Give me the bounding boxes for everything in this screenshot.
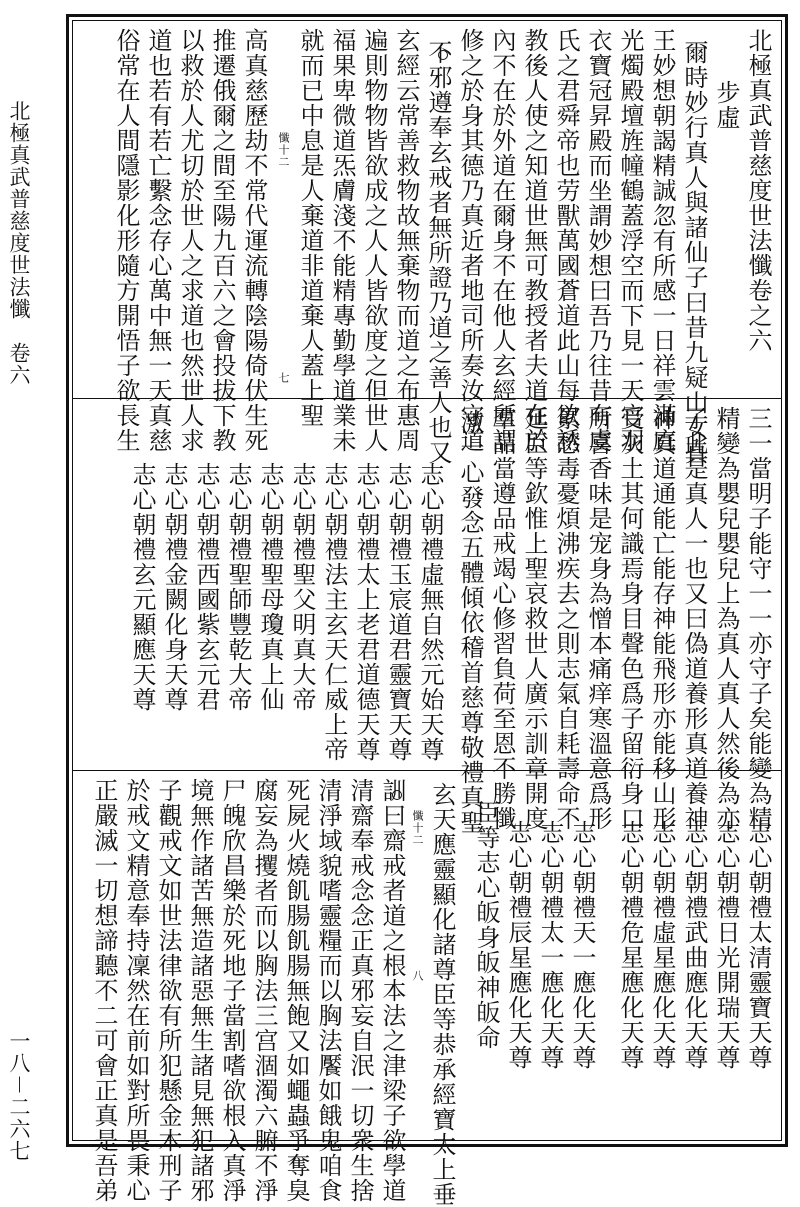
- text-column: 內不在於外道在爾身不在他人玄經所謂: [488, 28, 516, 453]
- text-column: 就而已中息是人棄道非道棄人蓋上聖: [296, 28, 324, 428]
- text-column: 死屍火燒飢腸飢腸無飽又如蠅蟲爭奪臭: [282, 778, 310, 1203]
- worship-line: 志心朝禮玉宸道君靈寶天尊: [384, 462, 412, 762]
- text-column: 遍則物物皆欲成之人人皆欲度之但世人: [360, 28, 388, 453]
- worship-line: 志心朝禮危星應化天尊: [616, 820, 644, 1070]
- worship-line: 志心朝禮西國紫玄元君: [192, 462, 220, 712]
- text-column: 子此是真人一也又曰偽道養形真道養神: [680, 406, 708, 831]
- text-column: 神真道通能亡能存神能飛形亦能移山形: [648, 406, 676, 831]
- worship-line: 志心朝禮虛星應化天尊: [648, 820, 676, 1070]
- text-column: 腐妄為攫者而以胸法三宫涸濁六腑不淨: [250, 778, 278, 1203]
- section-heading: 步虛: [712, 80, 740, 130]
- text-column: 訓曰齋戒者道之根本法之津梁子欲學道: [378, 778, 406, 1203]
- text-column: 受灰土其何識焉身目聲色爲子留衍身口: [616, 406, 644, 831]
- text-column: 王妙想朝謁精誠忽有所感一日祥雲滿庭: [648, 28, 676, 453]
- margin-page-number: 一八－二六七: [7, 1030, 31, 1162]
- worship-line: 志心朝禮聖師豐乾大帝: [224, 462, 252, 712]
- text-column: 玄天應靈顯化諸尊臣等恭承經寶太上垂: [428, 782, 456, 1207]
- text-column: 修之於身其德乃真近者地司所奏汝守道: [456, 28, 484, 453]
- text-column: 衣寶冠昇殿而坐謂妙想曰吾乃往昔有虞: [584, 28, 612, 453]
- text-column: 道也若有若亡繫念存心萬中無一天真慈: [144, 28, 172, 453]
- worship-line: 志心朝禮聖父明真大帝: [288, 462, 316, 712]
- text-column: 於戒文精意奉持凜然在前如對所畏秉心: [122, 778, 150, 1203]
- text-region-1: [72, 20, 782, 465]
- text-column: 推遷俄爾之間至陽九百六之會投拔下教: [208, 28, 236, 453]
- worship-line: 志心朝禮玄元顯應天尊: [128, 462, 156, 712]
- text-column: 境無作諸苦無造諸惡無生諸見無犯諸邪: [186, 778, 214, 1203]
- text-region-3: [72, 770, 782, 1207]
- text-column: 激一心發念五體傾依稽首慈尊敬禮真聖: [456, 410, 484, 835]
- folio-note: 八: [411, 970, 424, 982]
- text-column: 玄經云常善救物故無棄物而道之布惠周: [392, 28, 420, 453]
- margin-book-title: 北極真武普慈度世法懺 卷六: [7, 100, 31, 386]
- text-column: 高真慈歷劫不常代運流轉陰陽倚伏生死: [240, 28, 268, 453]
- text-column: 俗常在人間隱影化形隨方開悟子欲長生: [112, 28, 140, 453]
- volume-heading: 北極真武普慈度世法懺卷之六: [744, 28, 772, 353]
- text-column: 精變為嬰兒嬰兒上為真人真人然後為亦: [712, 406, 740, 831]
- folio-note: 懺十二: [411, 810, 424, 846]
- text-column: 光燭殿壇旌幢鶴蓋浮空而下見一天官羽: [616, 28, 644, 453]
- worship-line: 志心朝禮聖母瓊真上仙: [256, 462, 284, 712]
- text-column: 清淨域貌嗜靈糧而以胸法饜如餓鬼咱食: [314, 778, 342, 1203]
- worship-line: 志心朝禮虛無自然元始天尊: [416, 462, 444, 762]
- folio-note: 七: [277, 372, 290, 384]
- text-column: 以救於人尤切於世人之求道也然世人求: [176, 28, 204, 453]
- worship-line: 志心朝禮金闕化身天尊: [160, 462, 188, 712]
- folio-note: 懺十二: [277, 132, 290, 168]
- worship-line: 志心朝禮太清靈寶天尊: [744, 820, 772, 1070]
- worship-line: 志心朝禮太上老君道德天尊: [352, 462, 380, 762]
- worship-line: 志心朝禮法主玄天仁威上帝: [320, 462, 348, 762]
- text-column: 尸魄欣昌樂於死地子當割嗜欲根入真淨: [218, 778, 246, 1203]
- text-column: 累愁毒憂煩沸疾去之則志氣自耗壽命不: [552, 406, 580, 831]
- text-column: 不邪遵奉玄戒者無所證乃道之善人也又: [424, 40, 452, 465]
- text-column: 三一當明子能守一一亦守子矣能變為精: [744, 406, 772, 831]
- text-column: 爾時妙行真人與諸仙子曰昔九疑山女真: [680, 40, 708, 465]
- text-column: 臣等志心皈身皈神皈命: [472, 800, 500, 1050]
- text-column: 正嚴滅一切想諦聽不二可會正真是吾弟: [90, 778, 118, 1203]
- text-column: 教後人使之知道世無可教授者夫道在於: [520, 28, 548, 453]
- worship-line: 志心朝禮太一應化天尊: [536, 820, 564, 1070]
- text-column: 羣品當遵品戒竭心修習負荷至恩不勝懺: [488, 406, 516, 831]
- text-column: 所喜香味是宠身為憎本痛痒寒溫意爲形: [584, 406, 612, 831]
- text-column: 清齋奉戒念念正真邪妄自泯一切衆生捨: [346, 778, 374, 1203]
- text-column: 子觀戒文如世法律欲有所犯懸金木刑子: [154, 778, 182, 1203]
- text-column: 氏之君舜帝也劳獸萬國蒼道此山每欲誘: [552, 28, 580, 453]
- worship-line: 志心朝禮天一應化天尊: [568, 820, 596, 1070]
- worship-line: 志心朝禮辰星應化天尊: [504, 820, 532, 1070]
- worship-line: 志心朝禮武曲應化天尊: [680, 820, 708, 1070]
- text-column: 延臣等欽惟上聖哀救世人廣示訓章開度: [520, 406, 548, 831]
- text-column: 福果卑微道炁膚淺不能精專勤學道業未: [328, 28, 356, 453]
- worship-line: 志心朝禮日光開瑞天尊: [712, 820, 740, 1070]
